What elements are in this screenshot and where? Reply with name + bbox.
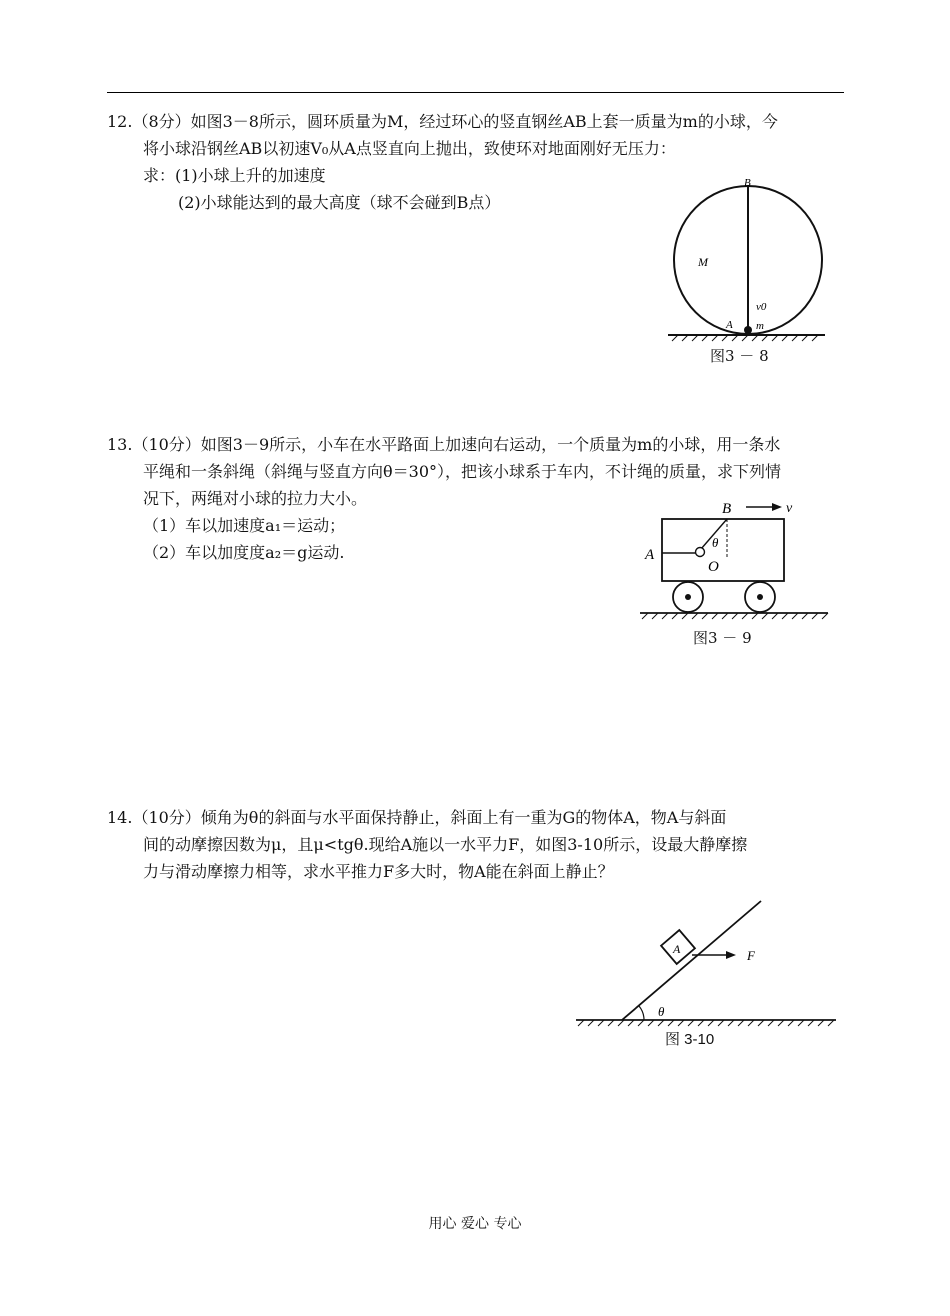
cart-body	[662, 519, 784, 581]
angle-arc	[639, 1006, 644, 1020]
label-m-ball: m	[756, 320, 764, 332]
q13-item-1: （1）车以加速度a₁＝运动；	[143, 516, 346, 535]
q14-line-3: 力与滑动摩擦力相等，求水平推力F多大时，物A能在斜面上静止？	[143, 862, 614, 881]
label-theta: θ	[658, 1004, 665, 1019]
q13-line-2: 平绳和一条斜绳（斜绳与竖直方向θ＝30°），把该小球系于车内，不计绳的质量，求下列情	[143, 462, 781, 481]
figure-3-9	[636, 495, 836, 630]
label-a: A	[726, 319, 733, 331]
q13-line-1: 13.（10分）如图3－9所示，小车在水平路面上加速向右运动，一个质量为m的小球，用一条水	[107, 435, 781, 454]
figure-3-10	[574, 895, 839, 1030]
q12-ask-1: 求：(1)小球上升的加速度	[143, 166, 326, 185]
incline	[622, 901, 761, 1020]
label-theta: θ	[712, 535, 719, 550]
small-ball	[744, 326, 752, 334]
road-hatch	[642, 613, 828, 619]
label-f: F	[747, 948, 755, 963]
label-m-ring: M	[698, 255, 708, 269]
ground-hatch	[578, 1020, 834, 1026]
q12-line-1: 12.（8分）如图3－8所示，圆环质量为M，经过环心的竖直钢丝AB上套一质量为m的小球，今	[107, 112, 778, 131]
q13-item-2: （2）车以加度度a₂＝g运动.	[143, 543, 345, 562]
ball	[696, 548, 705, 557]
q13-line-3: 况下，两绳对小球的拉力大小。	[143, 489, 368, 508]
q14-line-2: 间的动摩擦因数为μ，且μ<tgθ.现给A施以一水平力F，如图3-10所示，设最大静摩擦	[143, 835, 748, 854]
label-b: B	[744, 177, 751, 189]
label-a: A	[673, 942, 681, 956]
label-v0: v0	[756, 301, 767, 313]
label-v: v	[786, 501, 793, 516]
label-b: B	[722, 501, 732, 517]
q12-line-2: 将小球沿钢丝AB以初速V₀从A点竖直向上抛出，致使环对地面刚好无压力：	[143, 139, 676, 158]
label-o: O	[708, 559, 719, 575]
header-rule	[107, 92, 844, 93]
figure-3-8-caption: 图3 － 8	[710, 347, 769, 365]
figure-3-9-caption: 图3 － 9	[693, 629, 752, 647]
figure-3-8	[660, 170, 840, 350]
page-footer: 用心 爱心 专心	[428, 1216, 522, 1232]
q12-ask-2: (2)小球能达到的最大高度（球不会碰到B点）	[178, 193, 501, 212]
label-a: A	[645, 547, 655, 563]
figure-3-10-caption: 图 3-10	[665, 1031, 715, 1048]
q14-line-1: 14.（10分）倾角为θ的斜面与水平面保持静止，斜面上有一重为G的物体A，物A与斜面	[107, 808, 727, 827]
